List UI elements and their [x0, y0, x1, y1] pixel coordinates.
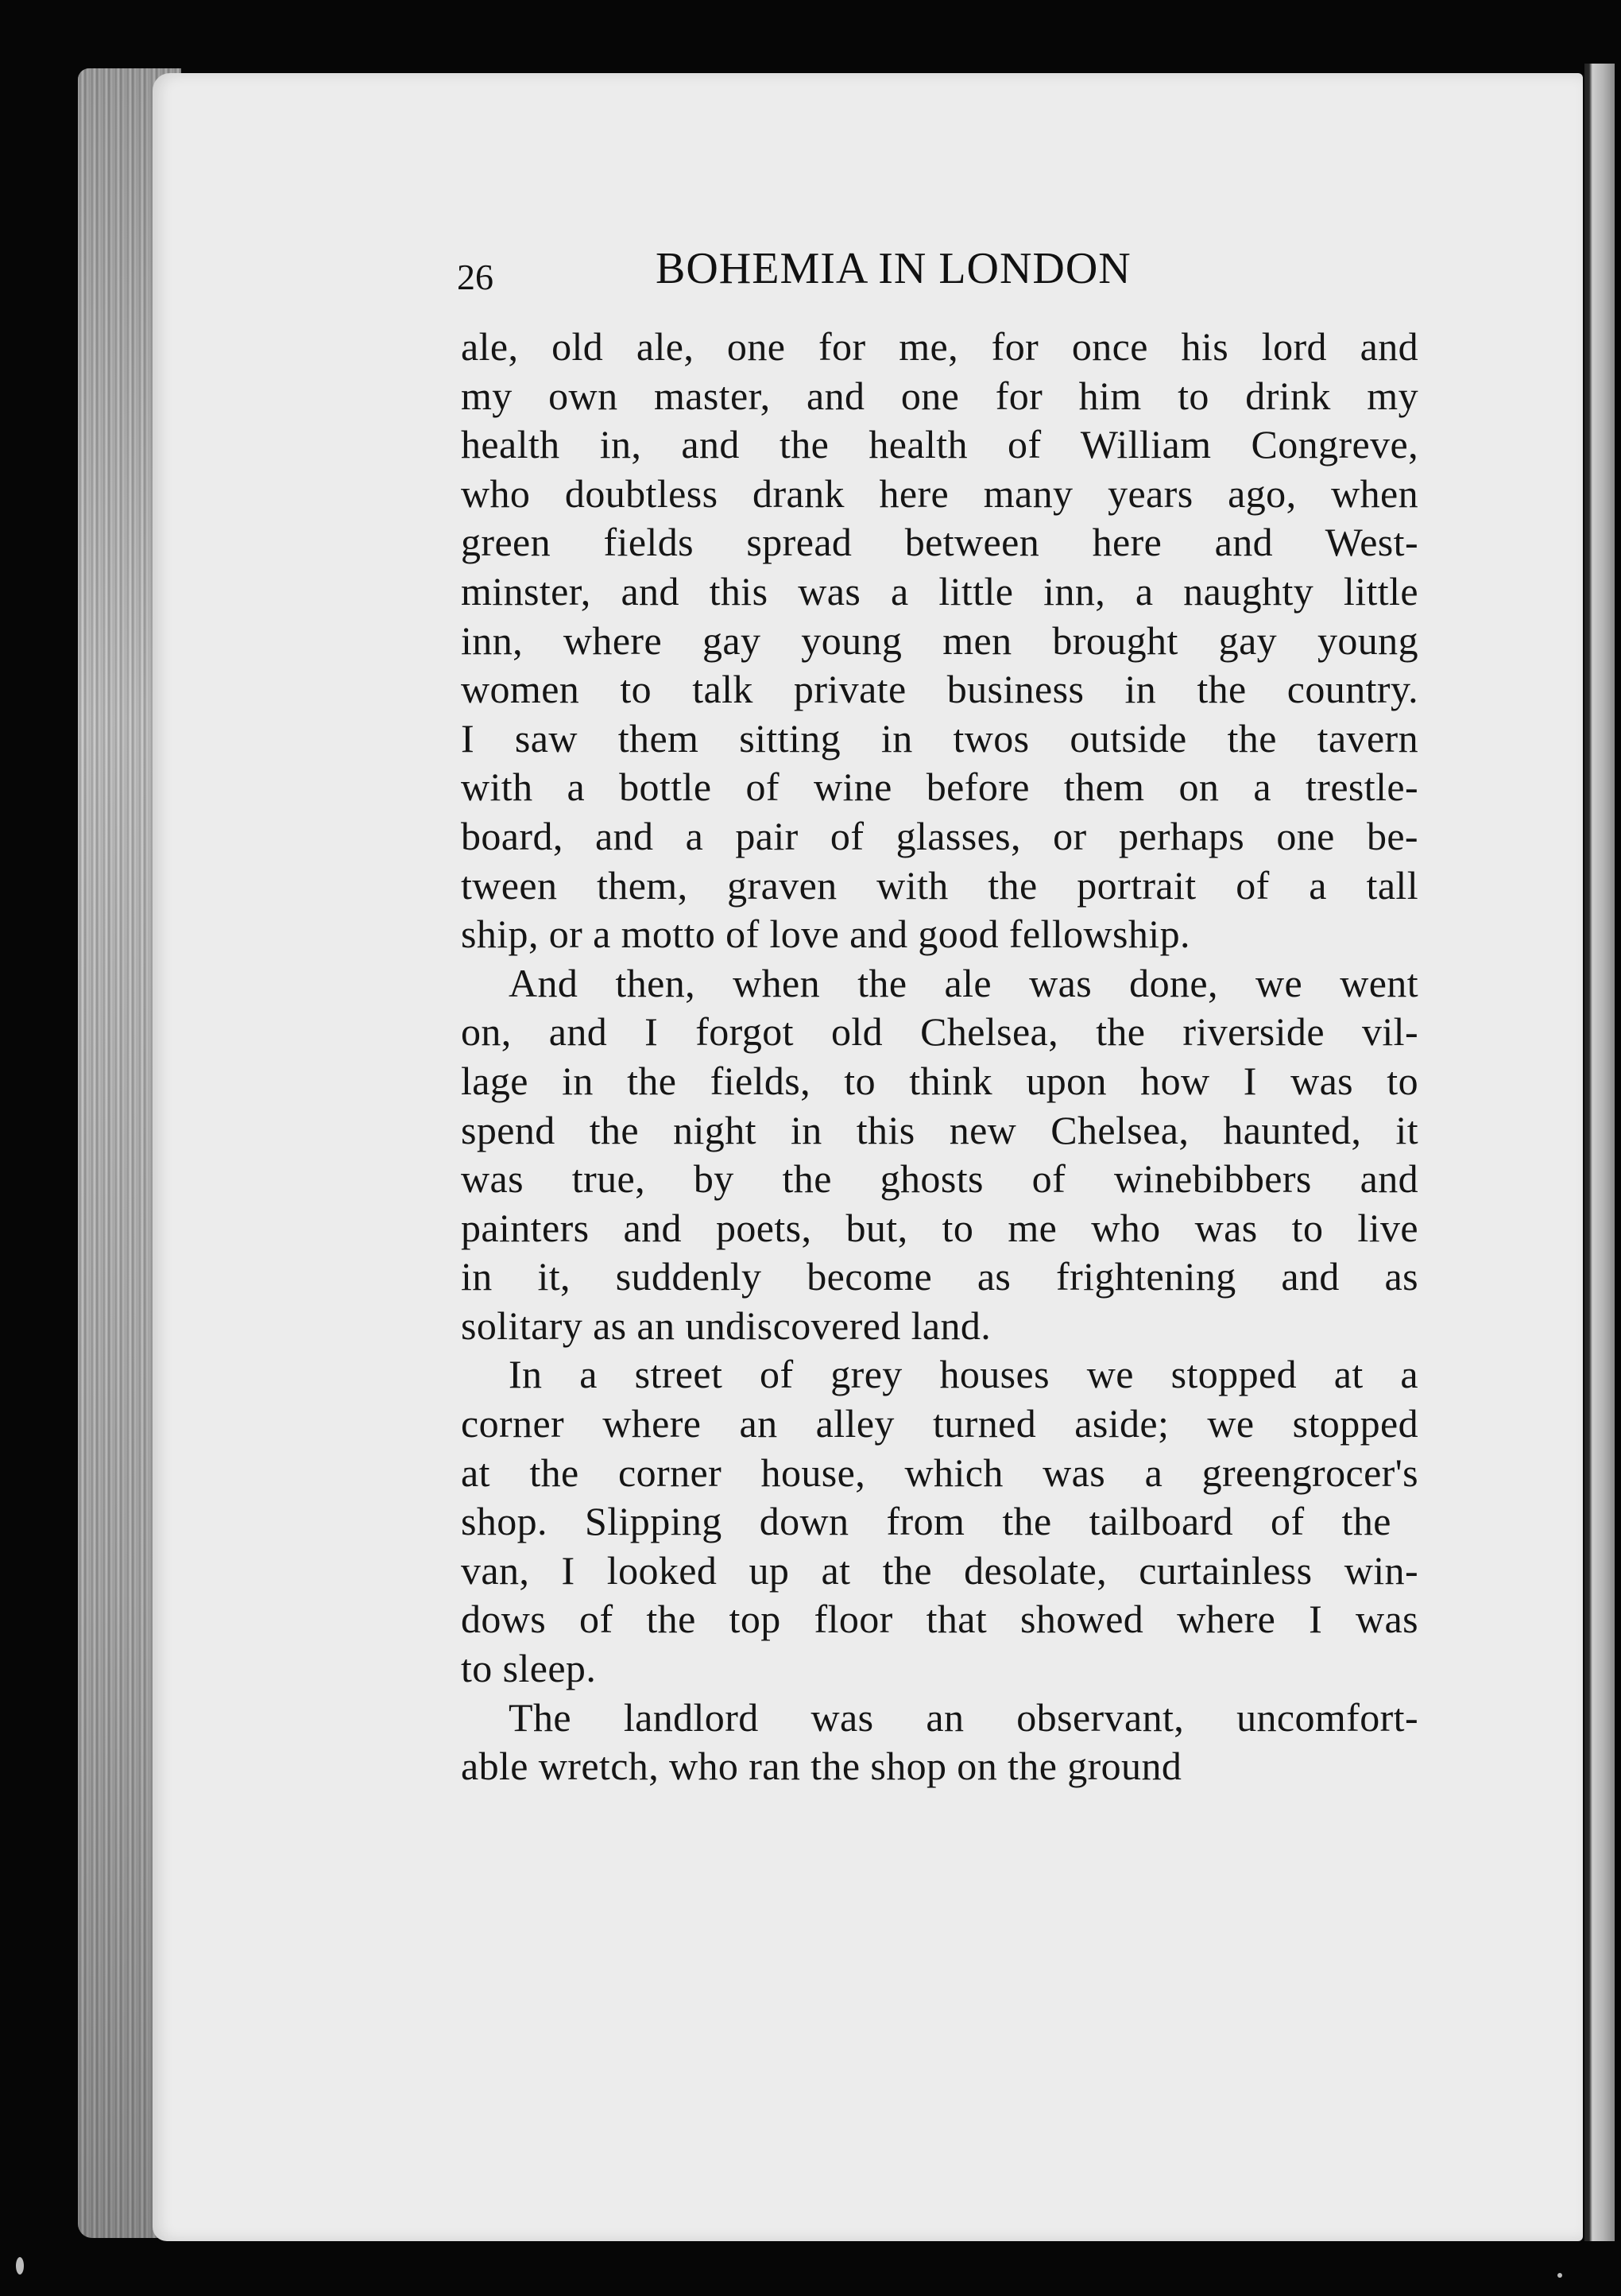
- text-line: [461, 1106, 1418, 1156]
- text-line-content: In a street of grey houses we stopped at a: [509, 1352, 1418, 1397]
- running-head: BOHEMIA IN LONDON: [656, 244, 1132, 293]
- text-line: [461, 470, 1418, 519]
- page-header: [457, 243, 1204, 307]
- text-line-content: ale, old ale, one for me, for once his lord and: [461, 324, 1418, 369]
- text-line: [461, 372, 1418, 421]
- text-line: [461, 420, 1418, 470]
- text-line: [461, 1547, 1418, 1596]
- text-line: [461, 617, 1418, 666]
- text-line-content: in it, suddenly become as frightening and as: [461, 1254, 1418, 1299]
- text-line-content: at the corner house, which was a greengrocer's: [461, 1450, 1418, 1495]
- text-line-content: spend the night in this new Chelsea, haunted, it: [461, 1107, 1418, 1152]
- text-line-content: was true, by the ghosts of winebibbers and: [461, 1156, 1418, 1202]
- text-line-content: shop. Slipping down from the tailboard of the: [461, 1499, 1391, 1544]
- text-line-content: green fields spread between here and West-: [461, 520, 1418, 565]
- text-line-content: minster, and this was a little inn, a naughty little: [461, 568, 1418, 614]
- body-text: [461, 323, 1418, 1791]
- text-line: [461, 567, 1418, 617]
- text-line: [461, 1449, 1418, 1498]
- text-line-content: women to talk private business in the country.: [461, 667, 1418, 712]
- text-line-content: painters and poets, but, to me who was to live: [461, 1205, 1418, 1250]
- text-line: [461, 1644, 1414, 1694]
- text-line-content: able wretch, who ran the shop on the ground: [461, 1744, 1182, 1789]
- text-line-content: corner where an alley turned aside; we stopped: [461, 1401, 1418, 1446]
- text-line-content: with a bottle of wine before them on a trestle-: [461, 765, 1418, 810]
- text-line: [461, 1008, 1418, 1057]
- text-line-content: inn, where gay young men brought gay young: [461, 618, 1418, 663]
- text-line-content: to sleep.: [461, 1646, 597, 1691]
- text-line-content: ship, or a motto of love and good fellowship.: [461, 912, 1190, 957]
- text-line-content: dows of the top floor that showed where I was: [461, 1597, 1418, 1642]
- text-line-content: my own master, and one for him to drink my: [461, 373, 1418, 418]
- text-line-content: tween them, graven with the portrait of a tall: [461, 862, 1418, 908]
- text-line-content: The landlord was an observant, uncomfort-: [509, 1694, 1418, 1740]
- text-line: [461, 1350, 1418, 1400]
- text-line-content: And then, when the ale was done, we went: [509, 960, 1418, 1005]
- text-line: [461, 665, 1418, 714]
- text-line: [461, 1155, 1418, 1204]
- text-line: [461, 910, 1414, 959]
- dust-speck: [1557, 2273, 1562, 2278]
- text-line-content: solitary as an undiscovered land.: [461, 1303, 992, 1348]
- text-line-content: lage in the fields, to think upon how I was to: [461, 1058, 1418, 1103]
- text-line: [461, 1302, 1414, 1351]
- text-line: [461, 518, 1418, 567]
- text-line: [461, 1595, 1418, 1644]
- text-line-content: I saw them sitting in twos outside the tavern: [461, 715, 1418, 761]
- text-line: [461, 323, 1418, 372]
- dust-speck: [16, 2257, 24, 2275]
- text-line: [461, 1253, 1418, 1302]
- text-line: [461, 1057, 1418, 1106]
- text-line-content: health in, and the health of William Congreve,: [461, 422, 1418, 467]
- text-line-content: van, I looked up at the desolate, curtainless win-: [461, 1547, 1418, 1593]
- text-line: [461, 812, 1418, 861]
- text-line: [461, 1400, 1418, 1449]
- text-line-content: on, and I forgot old Chelsea, the riverside vil-: [461, 1009, 1418, 1055]
- page-number: 26: [457, 257, 493, 297]
- text-line: [461, 1742, 1414, 1791]
- book-right-edge: [1584, 64, 1615, 2241]
- text-line: [461, 959, 1418, 1009]
- text-line: [461, 763, 1418, 812]
- text-line: [461, 1694, 1418, 1743]
- text-line: [461, 1497, 1414, 1547]
- text-line: [461, 861, 1418, 911]
- text-line: [461, 1204, 1418, 1253]
- text-line-content: board, and a pair of glasses, or perhaps one be-: [461, 813, 1418, 858]
- text-line-content: who doubtless drank here many years ago, when: [461, 470, 1418, 516]
- text-line: [461, 714, 1418, 764]
